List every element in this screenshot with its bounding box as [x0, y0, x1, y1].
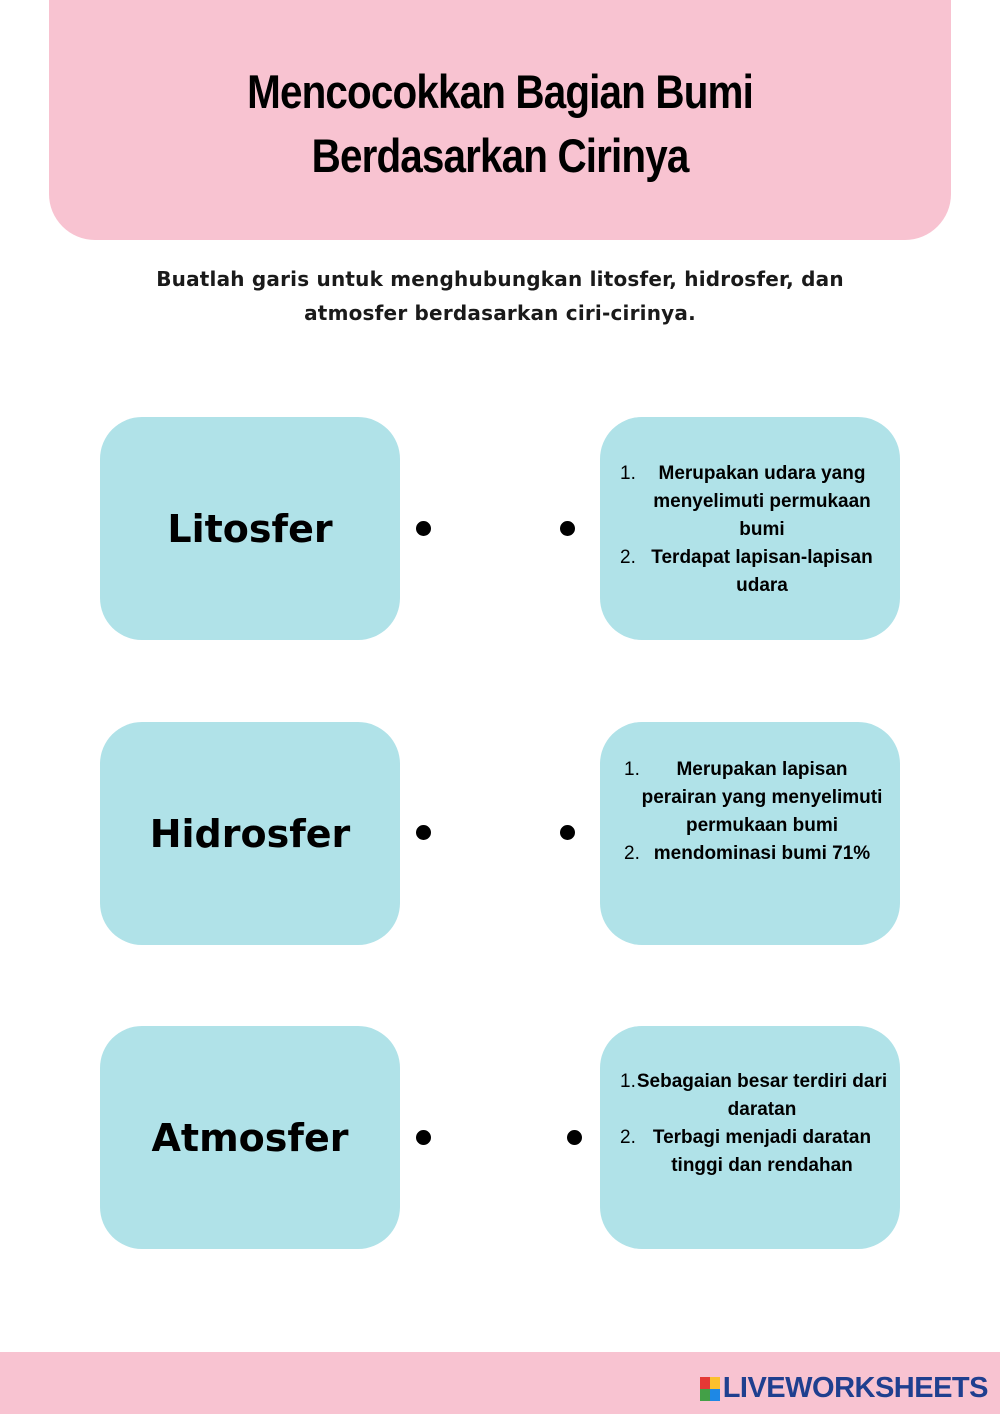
term-box-atmosfer — [100, 1026, 400, 1249]
description-list — [600, 722, 900, 868]
right-dot-icon-2[interactable] — [560, 825, 575, 840]
liveworksheets-logo-icon — [700, 1377, 720, 1401]
description-item — [624, 840, 886, 868]
brand-name: LIVEWORKSHEETS — [722, 1372, 988, 1404]
description-item — [620, 460, 890, 544]
item-text: Sebagaian besar terdiri dari daratan — [636, 1071, 888, 1120]
title-line-1: Mencocokkan Bagian Bumi — [247, 65, 753, 118]
description-box-2 — [600, 722, 900, 945]
term-label: Atmosfer — [151, 1115, 349, 1160]
description-item — [620, 544, 890, 600]
left-dot-icon-3[interactable] — [416, 1130, 431, 1145]
item-number: 2. — [624, 843, 640, 864]
term-label: Litosfer — [167, 506, 333, 551]
item-text: Terbagi menjadi daratan tinggi dan rendahan — [652, 1127, 872, 1176]
item-text: Terdapat lapisan-lapisan udara — [651, 547, 873, 596]
item-text: Merupakan udara yang menyelimuti permukaan bumi — [653, 463, 871, 540]
item-text: mendominasi bumi 71% — [653, 843, 871, 864]
description-box-1 — [600, 417, 900, 640]
left-dot-icon-2[interactable] — [416, 825, 431, 840]
item-number: 1. — [624, 759, 640, 780]
item-number: 2. — [620, 1127, 636, 1148]
description-item — [620, 1124, 890, 1180]
item-number: 2. — [620, 547, 636, 568]
instruction-text — [100, 262, 900, 330]
description-list — [600, 417, 900, 600]
item-text: Merupakan lapisan perairan yang menyelimuti permukaan bumi — [641, 759, 883, 836]
term-label: Hidrosfer — [149, 811, 351, 856]
description-list — [600, 1026, 900, 1180]
item-number: 1. — [620, 1071, 636, 1092]
footer-bar — [0, 1352, 1000, 1414]
term-box-litosfer — [100, 417, 400, 640]
brand-link[interactable] — [700, 1372, 988, 1405]
item-number: 1. — [620, 463, 636, 484]
instruction-line-2: atmosfer berdasarkan ciri-cirinya. — [304, 301, 696, 325]
term-box-hidrosfer — [100, 722, 400, 945]
page-title — [247, 60, 753, 188]
description-item — [624, 756, 886, 840]
right-dot-icon-3[interactable] — [567, 1130, 582, 1145]
left-dot-icon-1[interactable] — [416, 521, 431, 536]
description-box-3 — [600, 1026, 900, 1249]
header-banner — [49, 0, 951, 240]
description-item — [620, 1068, 890, 1124]
title-line-2: Berdasarkan Cirinya — [311, 129, 689, 182]
instruction-line-1: Buatlah garis untuk menghubungkan litosfer, hidrosfer, dan — [156, 267, 844, 291]
right-dot-icon-1[interactable] — [560, 521, 575, 536]
